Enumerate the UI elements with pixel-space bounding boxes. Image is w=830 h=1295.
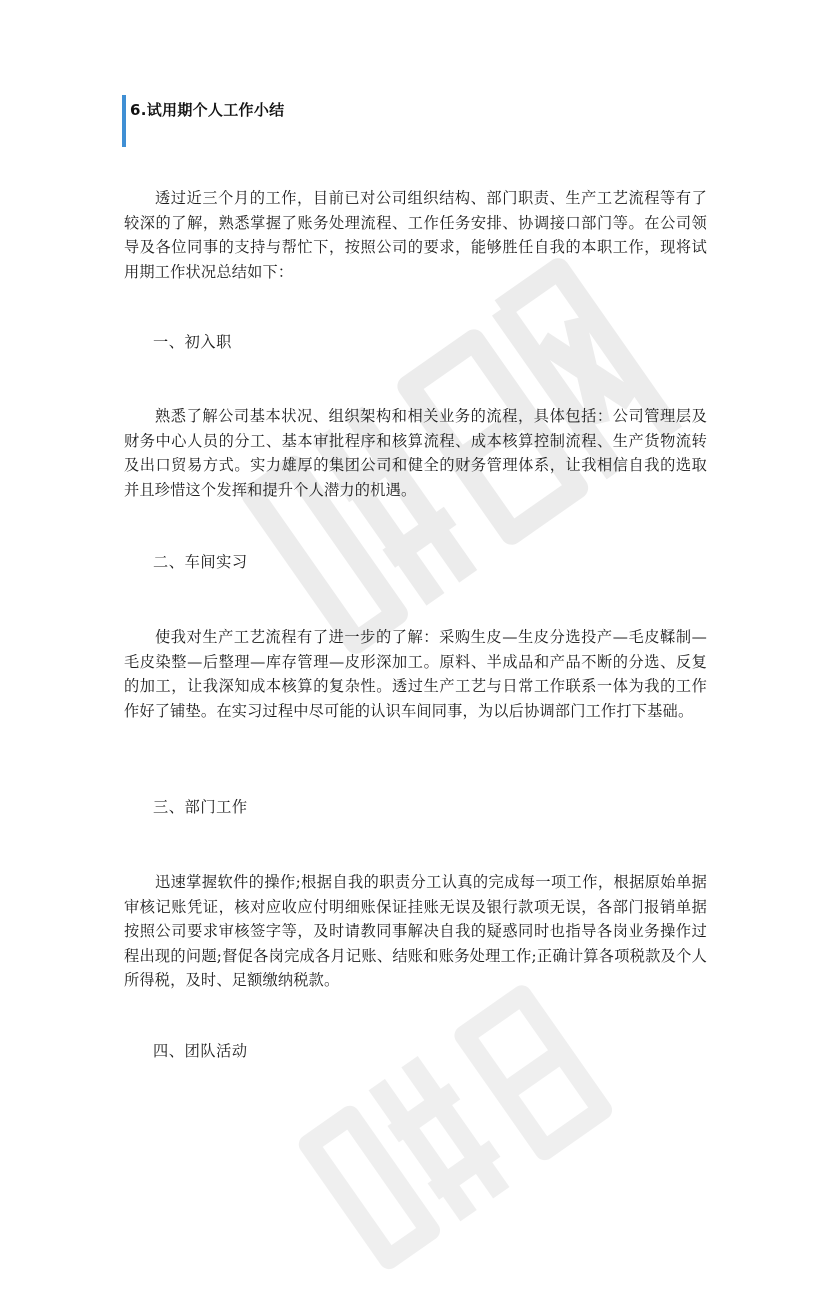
section-title-team: 四、团队活动 [153,1042,248,1060]
section-title-workshop: 二、车间实习 [153,553,248,571]
heading-accent-bar [122,95,126,147]
intro-paragraph: 透过近三个月的工作，目前已对公司组织结构、部门职责、生产工艺流程等有了较深的了解，熟悉掌握了账务处理流程、工作任务安排、协调接口部门等。在公司领导及各位同事的支持与帮忙下，按照公司的要求，能够胜任自我的本职工作，现将试用期工作状况总结如下： [124,189,707,281]
section-body-workshop: 使我对生产工艺流程有了进一步的了解：采购生皮—生皮分选投产—毛皮鞣制—毛皮染整—后整理—库存管理—皮形深加工。原料、半成品和产品不断的分选、反复的加工，让我深知成本核算的复杂性。透过生产工艺与日常工作联系一体为我的工作作好了铺垫。在实习过程中尽可能的认识车间同事，为以后协调部门工作打下基础。 [124,628,707,720]
section-title-onboarding: 一、初入职 [153,333,232,351]
document-heading: 6.试用期个人工作小结 [130,101,285,119]
section-body-onboarding: 熟悉了解公司基本状况、组织架构和相关业务的流程，具体包括：公司管理层及财务中心人员的分工、基本审批程序和核算流程、成本核算控制流程、生产货物流转及出口贸易方式。实力雄厚的集团公司和健全的财务管理体系，让我相信自我的选取并且珍惜这个发挥和提升个人潜力的机遇。 [124,407,707,499]
section-title-department: 三、部门工作 [153,798,248,816]
section-body-department: 迅速掌握软件的操作;根据自我的职责分工认真的完成每一项工作，根据原始单据审核记账凭证，核对应收应付明细账保证挂账无误及银行款项无误，各部门报销单据按照公司要求审核签字等，及时请教同事解决自我的疑惑同时也指导各岗业务操作过程出现的问题;督促各岗完成各月记账、结账和账务处理工作;正确计算各项税款及个人所得税，及时、足额缴纳税款。 [124,873,707,989]
